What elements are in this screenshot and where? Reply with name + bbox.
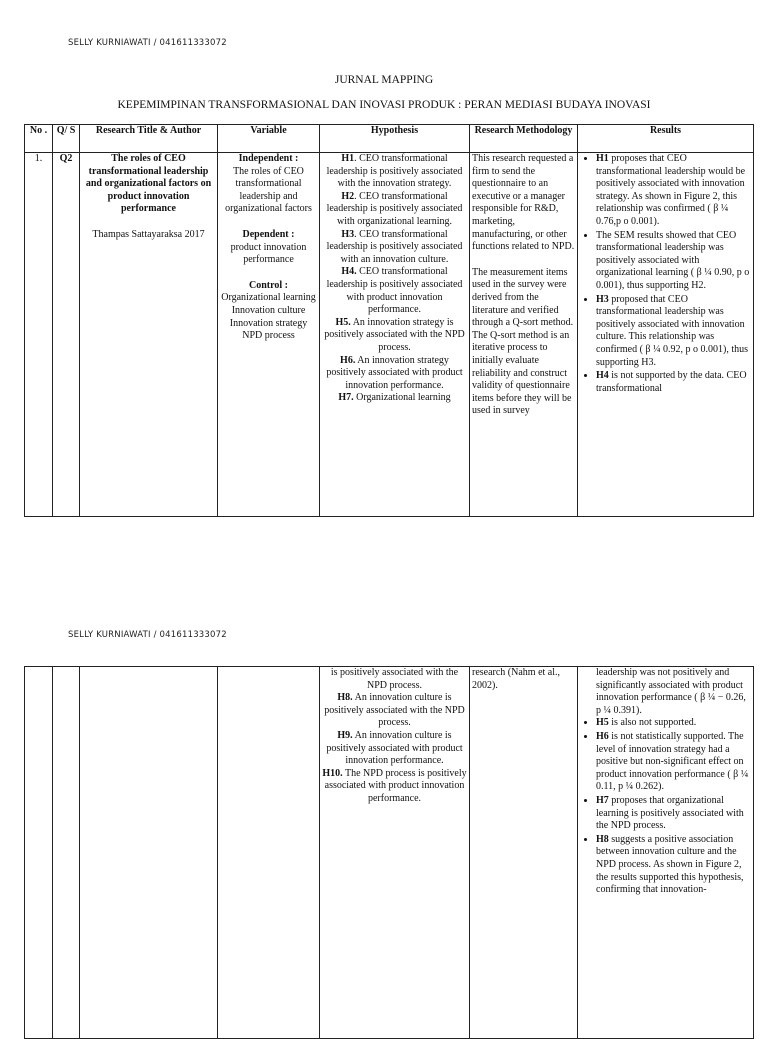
paper-author: Thampas Sattayaraksa 2017 — [92, 228, 205, 240]
dependent-label: Dependent : — [242, 228, 295, 240]
methodology-cell-continued — [470, 667, 578, 1039]
hypothesis-id: H6. — [340, 354, 356, 366]
hypothesis-item: H7. Organizational learning — [338, 392, 451, 404]
hypothesis-continuation: is positively associated with the NPD process. — [330, 667, 459, 691]
mapping-table-continued — [24, 666, 754, 1039]
column-header-methodology: Research Methodology — [470, 125, 578, 153]
hypothesis-id: H9. — [337, 729, 353, 741]
column-header-qs: Q/ S — [53, 125, 80, 153]
hypothesis-item: H2. CEO transformational leadership is positively associated with organizational learning. — [326, 190, 463, 227]
title-author-cell — [80, 153, 218, 517]
hypothesis-item: H4. CEO transformational leadership is positively associated with product innovation performance. — [326, 266, 463, 316]
column-header-variable: Variable — [218, 125, 320, 153]
document-subtitle: KEPEMIMPINAN TRANSFORMASIONAL DAN INOVASI PRODUK : PERAN MEDIASI BUDAYA INOVASI — [117, 99, 651, 111]
paper-title: The roles of CEO transformational leadership and organizational factors on product innovation performance — [85, 153, 212, 215]
hypothesis-id: H5. — [335, 316, 351, 328]
methodology-paragraph: This research requested a firm to send the questionnaire to an executive or a manager responsible for R&D, marketing, manufacturing, or other functions related to NPD. — [472, 153, 575, 253]
column-header-hypothesis: Hypothesis — [320, 125, 470, 153]
methodology-paragraph: The measurement items used in the survey were derived from the literature and verified through a Q-sort method. The Q-sort method is an iterative process to initially evaluate reliability and construct validity of questionnaire items before they will be used in survey — [472, 266, 574, 417]
quartile-empty — [53, 667, 80, 1039]
result-item: • H7 proposes that organizational learning is positively associated with the NPD process. — [596, 795, 751, 833]
results-cell — [578, 153, 754, 517]
hypothesis-id: H7. — [338, 392, 354, 404]
methodology-cell — [470, 153, 578, 517]
quartile: Q2 — [53, 153, 80, 517]
control-value: Innovation strategy — [229, 317, 308, 329]
hypothesis-item: H1. CEO transformational leadership is positively associated with the innovation strategy. — [326, 153, 463, 190]
hypothesis-id: H2 — [341, 190, 355, 202]
methodology-continuation: research (Nahm et al., 2002). — [472, 667, 561, 691]
results-cell-continued — [578, 667, 754, 1039]
hypothesis-item: H8. An innovation culture is positively associated with the NPD process. — [324, 692, 465, 729]
row-number: 1. — [25, 153, 53, 517]
result-item: • H5 is also not supported. — [596, 717, 751, 730]
column-header-results: Results — [578, 125, 754, 153]
hypothesis-cell — [320, 153, 470, 517]
hypothesis-cell-continued — [320, 667, 470, 1039]
results-continuation: leadership was not positively and significantly associated with product innovation performance ( β ¼ − 0.26, p ¼ 0.391). — [596, 667, 746, 716]
hypothesis-id: H10. — [322, 767, 343, 779]
hypothesis-id: H4. — [341, 266, 357, 278]
page-header: SELLY KURNIAWATI / 041611333072 — [68, 630, 227, 640]
hypothesis-id: H1 — [341, 153, 355, 164]
column-header-no: No . — [25, 125, 53, 153]
result-item: • H1 proposes that CEO transformational leadership would be positively associated with innovation strategy. As shown in Figure 2, this relationship was confirmed ( β ¼ 0.76,p o 0.001). — [596, 153, 751, 229]
independent-label: Independent : — [238, 153, 299, 164]
hypothesis-item: H9. An innovation culture is positively associated with product innovation performance. — [326, 729, 463, 767]
title-author-empty — [80, 667, 218, 1039]
hypothesis-item: H3. CEO transformational leadership is positively associated with an innovation culture. — [326, 228, 463, 265]
control-value: NPD process — [242, 330, 295, 342]
page-header: SELLY KURNIAWATI / 041611333072 — [68, 38, 227, 48]
hypothesis-item: H5. An innovation strategy is positively associated with the NPD process. — [324, 316, 465, 353]
hypothesis-item: H6. An innovation strategy positively associated with product innovation performance. — [326, 354, 463, 391]
column-header-title: Research Title & Author — [80, 125, 218, 153]
hypothesis-id: H8. — [337, 692, 353, 704]
document-title: JURNAL MAPPING — [334, 74, 434, 86]
independent-value: The roles of CEO transformational leadership and organizational factors — [225, 165, 312, 215]
variable-empty — [218, 667, 320, 1039]
hypothesis-item: H10. The NPD process is positively associated with product innovation performance. — [322, 767, 467, 804]
result-item: • H6 is not statistically supported. The level of innovation strategy had a positive but non-significant effect on product innovation performance ( β ¼ 0.11, p ¼ 0.262). — [596, 731, 751, 794]
variable-cell — [218, 153, 320, 517]
result-item: • H4 is not supported by the data. CEO transformational — [596, 370, 751, 395]
result-item: • H8 suggests a positive association between innovation culture and the NPD process. As shown in Figure 2, the results supported this hypothesis, confirming that innovation- — [596, 834, 751, 897]
result-item: • H3 proposed that CEO transformational leadership was positively associated with innovation culture. This relationship was confirmed ( β ¼ 0.92, p o 0.001), thus supporting H3. — [596, 294, 751, 370]
hypothesis-id: H3 — [341, 228, 355, 240]
control-value: Innovation culture — [231, 304, 306, 316]
dependent-value: product innovation performance — [230, 241, 307, 266]
result-item: • The SEM results showed that CEO transformational leadership was positively associated with organizational learning ( β ¼ 0.90, p o 0.001), thus supporting H2. — [596, 230, 751, 293]
control-label: Control : — [249, 279, 288, 291]
row-number-empty — [25, 667, 53, 1039]
control-value: Organizational learning — [221, 292, 316, 304]
mapping-table — [24, 124, 754, 517]
